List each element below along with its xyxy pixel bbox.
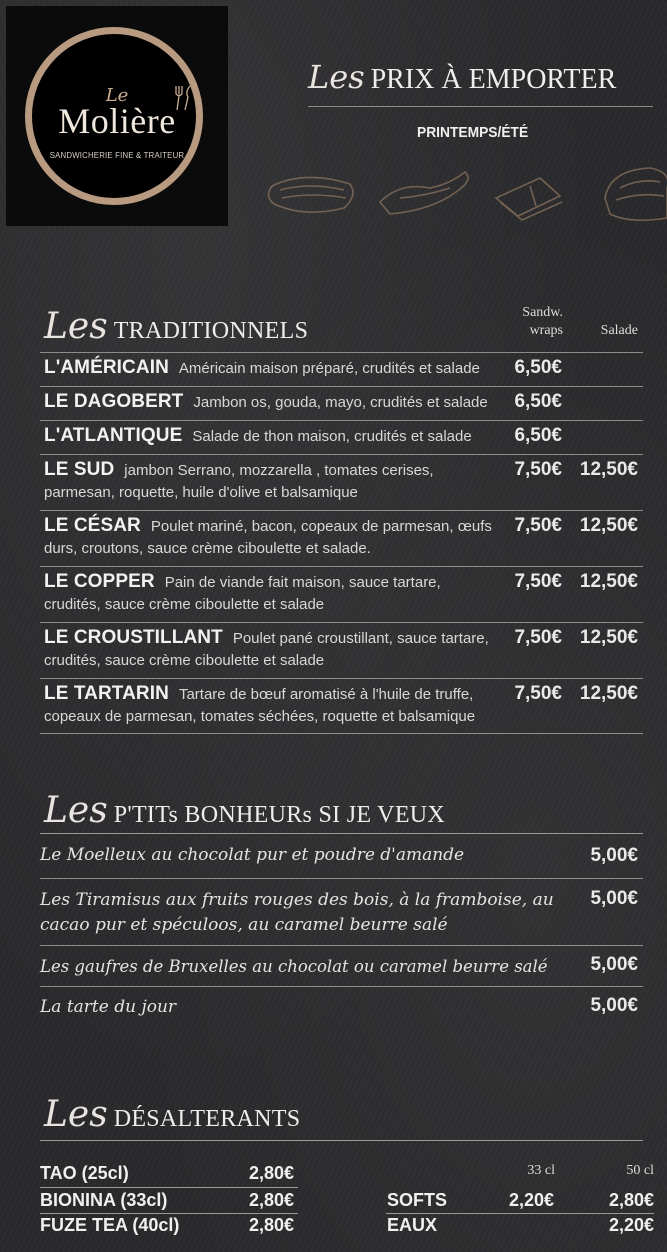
divider [40, 420, 643, 421]
column-header-50cl: 50 cl [626, 1163, 654, 1178]
menu-item [44, 571, 494, 616]
price-sandw: 7,50€ [514, 683, 562, 704]
section-les: Les [44, 790, 108, 831]
logo-tagline: SANDWICHERIE FINE & TRAITEUR [49, 150, 185, 160]
drink-name: EAUX [387, 1215, 438, 1235]
price-sandw: 7,50€ [514, 627, 562, 648]
item-desc: Américain maison préparé, crudités et salade [178, 360, 480, 377]
dessert-price: 5,00€ [590, 845, 638, 866]
dessert-price: 5,00€ [590, 888, 638, 909]
price-salade: 12,50€ [579, 459, 638, 480]
drink-price-33cl: 2,20€ [508, 1190, 554, 1210]
item-desc: Poulet mariné, bacon, copeaux de parmesan, œufs durs, croutons, sauce crème ciboulette et salade. [44, 518, 492, 557]
item-desc: Tartare de bœuf aromatisé à l'huile de truffe, copeaux de parmesan, tomates séchées, roquette et balsamique [44, 686, 476, 725]
item-name: LE CROUSTILLANT [44, 627, 223, 648]
item-desc: Jambon os, gouda, mayo, crudités et salade [193, 394, 488, 411]
dessert-item: Le Moelleux au chocolat pur et poudre d'amande [40, 845, 465, 865]
column-header-sandw-line1: Sandw. [522, 305, 563, 320]
price-sandw: 6,50€ [514, 357, 562, 378]
divider [40, 833, 643, 834]
logo-le: Le [105, 85, 129, 106]
menu-item [44, 515, 494, 560]
section-les: Les [44, 1094, 108, 1135]
dessert-item: Les gaufres de Bruxelles au chocolat ou caramel beurre salé [40, 957, 548, 976]
page-title [308, 58, 616, 96]
price-salade: 12,50€ [579, 515, 638, 536]
divider [40, 878, 643, 879]
price-sandw: 6,50€ [514, 391, 562, 412]
divider [40, 733, 643, 734]
menu-item [44, 683, 494, 728]
divider [40, 986, 643, 987]
item-name: LE CÉSAR [44, 515, 141, 536]
drink-price: 2,80€ [248, 1215, 294, 1235]
menu-item [44, 459, 494, 504]
price-salade: 12,50€ [579, 571, 638, 592]
drink-name: SOFTS [387, 1190, 448, 1210]
divider [40, 1140, 643, 1141]
drink-price: 2,80€ [248, 1163, 294, 1183]
divider [386, 1213, 654, 1214]
divider [40, 566, 643, 567]
section-title-text: P'TITs BONHEURs SI JE VEUX [113, 802, 446, 828]
menu-item [44, 425, 494, 448]
menu-item [44, 391, 494, 414]
menu-item [44, 357, 494, 380]
item-desc: jambon Serrano, mozzarella , tomates cerises, parmesan, roquette, huile d'olive et balsamique [44, 462, 434, 501]
divider [40, 622, 643, 623]
item-desc: Poulet pané croustillant, sauce tartare, crudités, sauce crème ciboulette et salade [44, 630, 489, 669]
item-desc: Pain de viande fait maison, sauce tartare, crudités, sauce crème ciboulette et salade [44, 574, 441, 613]
column-header-salade: Salade [600, 323, 638, 338]
dessert-item: Les Tiramisus aux fruits rouges des bois, à la framboise, au cacao pur et spéculoos, au caramel beurre salé [40, 890, 554, 935]
divider [40, 1187, 298, 1188]
divider [40, 454, 643, 455]
drink-name: TAO (25cl) [40, 1163, 129, 1183]
divider [40, 678, 643, 679]
price-sandw: 7,50€ [514, 515, 562, 536]
item-name: L'AMÉRICAIN [44, 357, 169, 378]
divider [40, 1213, 298, 1214]
price-salade: 12,50€ [579, 627, 638, 648]
drink-price-50cl: 2,80€ [608, 1190, 654, 1210]
item-name: LE COPPER [44, 571, 155, 592]
section-title-text: TRADITIONNELS [113, 318, 309, 344]
drink-name: FUZE TEA (40cl) [40, 1215, 180, 1235]
column-header-33cl: 33 cl [527, 1163, 555, 1178]
item-name: L'ATLANTIQUE [44, 425, 183, 446]
section-title-bonheurs [44, 790, 445, 831]
column-header-sandw [490, 304, 563, 340]
item-name: LE SUD [44, 459, 115, 480]
dessert-price: 5,00€ [590, 954, 638, 975]
divider [40, 386, 643, 387]
dessert-item: La tarte du jour [40, 997, 177, 1017]
item-name: LE DAGOBERT [44, 391, 184, 412]
drink-price: 2,80€ [248, 1190, 294, 1210]
section-title-traditionnels [44, 306, 308, 347]
drink-price-50cl: 2,20€ [608, 1215, 654, 1235]
price-salade: 12,50€ [579, 683, 638, 704]
logo-name: Molière [58, 101, 176, 141]
food-sketch-icon [260, 158, 667, 228]
section-title-text: DÉSALTERANTS [113, 1106, 301, 1132]
divider [40, 510, 643, 511]
price-sandw: 7,50€ [514, 459, 562, 480]
divider [40, 945, 643, 946]
page-title-les: Les [308, 58, 365, 96]
item-name: LE TARTARIN [44, 683, 169, 704]
page-title-text: PRIX À EMPORTER [370, 64, 617, 95]
price-sandw: 6,50€ [514, 425, 562, 446]
price-sandw: 7,50€ [514, 571, 562, 592]
divider [40, 352, 643, 353]
column-header-sandw-line2: wraps [529, 323, 563, 338]
header-divider [308, 106, 653, 107]
season-label: PRINTEMPS/ÉTÉ [417, 124, 529, 141]
section-title-desalterants [44, 1094, 300, 1135]
menu-item [44, 627, 494, 672]
logo [6, 6, 228, 226]
item-desc: Salade de thon maison, crudités et salade [192, 428, 472, 445]
dessert-price: 5,00€ [590, 995, 638, 1016]
drink-name: BIONINA (33cl) [40, 1190, 168, 1210]
section-les: Les [44, 306, 108, 347]
utensils-icon [172, 84, 194, 112]
